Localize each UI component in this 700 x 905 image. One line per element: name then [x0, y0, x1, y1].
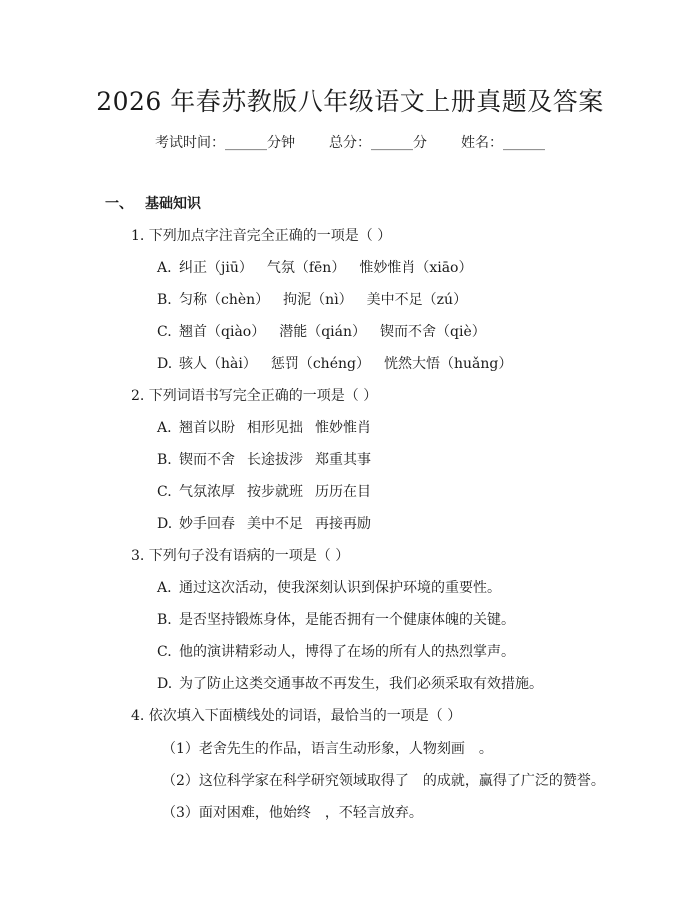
option-word: 历历在目 [315, 484, 371, 500]
q4-sub-2: （2）这位科学家在科学研究领域取得了 的成就，赢得了广泛的赞誉。 [162, 773, 605, 789]
option-word: 气氛浓厚 [179, 484, 235, 500]
option-label: D. [157, 356, 173, 372]
option-word: 潜能（qián） [279, 324, 367, 340]
option-label: B. [157, 612, 172, 628]
q4-sub-1: （1）老舍先生的作品，语言生动形象，人物刻画 。 [162, 741, 493, 757]
q1-option-d [157, 353, 512, 373]
option-word: 锲而不舍（qiè） [380, 324, 486, 340]
option-word: 美中不足 [247, 516, 303, 532]
option-word: 妙手回春 [179, 516, 235, 532]
option-label: A. [157, 580, 172, 596]
question-2-stem: 2. 下列词语书写完全正确的一项是（ ） [131, 388, 378, 404]
section-label: 基础知识 [145, 196, 201, 212]
q2-option-d [157, 513, 371, 533]
option-word: 翘首（qiào） [179, 324, 266, 340]
total-score-field: 总分：______分 [329, 135, 427, 151]
option-word: 恍然大悟（huǎng） [383, 356, 513, 372]
option-label: D. [157, 516, 173, 532]
option-word: 美中不足（zú） [366, 292, 468, 308]
option-word: 拘泥（nì） [283, 292, 353, 308]
option-word: 翘首以盼 [179, 420, 235, 436]
q1-option-c [157, 321, 486, 341]
option-label: C. [157, 644, 172, 660]
question-4-stem: 4. 依次填入下面横线处的词语，最恰当的一项是（ ） [131, 708, 462, 724]
option-label: C. [157, 484, 172, 500]
option-word: 气氛（fēn） [266, 260, 346, 276]
section-heading-basic-knowledge [105, 193, 201, 213]
option-text: 他的演讲精彩动人，博得了在场的所有人的热烈掌声。 [179, 644, 515, 660]
option-text: 是否坚持锻炼身体，是能否拥有一个健康体魄的关键。 [179, 612, 515, 628]
option-label: A. [157, 260, 172, 276]
q2-option-c [157, 481, 371, 501]
option-word: 纠正（jiū） [179, 260, 253, 276]
option-word: 长途拔涉 [247, 452, 303, 468]
option-word: 骇人（hài） [179, 356, 257, 372]
q3-option-c [157, 641, 515, 661]
q3-option-d [157, 673, 543, 693]
option-word: 按步就班 [247, 484, 303, 500]
student-name-field: 姓名：______ [461, 135, 545, 151]
option-word: 惟妙惟肖（xiāo） [359, 260, 473, 276]
exam-info-line [0, 132, 700, 152]
q3-option-a [157, 577, 501, 597]
option-word: 再接再励 [315, 516, 371, 532]
option-word: 匀称（chèn） [179, 292, 270, 308]
option-word: 惟妙惟肖 [315, 420, 371, 436]
question-3-stem: 3. 下列句子没有语病的一项是（ ） [131, 548, 350, 564]
q1-option-a [157, 257, 472, 277]
option-label: D. [157, 676, 173, 692]
option-word: 相形见拙 [247, 420, 303, 436]
option-word: 郑重其事 [315, 452, 371, 468]
option-label: A. [157, 420, 172, 436]
option-text: 通过这次活动，使我深刻认识到保护环境的重要性。 [179, 580, 501, 596]
exam-time-field: 考试时间：______分钟 [155, 135, 295, 151]
option-word: 惩罚（chéng） [270, 356, 370, 372]
q1-option-b [157, 289, 467, 309]
option-label: B. [157, 292, 172, 308]
question-1-stem: 1. 下列加点字注音完全正确的一项是（ ） [131, 228, 392, 244]
q2-option-a [157, 417, 371, 437]
section-number: 一、 [105, 196, 133, 212]
option-word: 锲而不舍 [179, 452, 235, 468]
option-label: B. [157, 452, 172, 468]
option-text: 为了防止这类交通事故不再发生，我们必须采取有效措施。 [179, 676, 543, 692]
document-title: 2026 年春苏教版八年级语文上册真题及答案 [96, 87, 604, 116]
option-label: C. [157, 324, 172, 340]
q3-option-b [157, 609, 515, 629]
q2-option-b [157, 449, 371, 469]
q4-sub-3: （3）面对困难，他始终 ，不轻言放弃。 [162, 805, 423, 821]
